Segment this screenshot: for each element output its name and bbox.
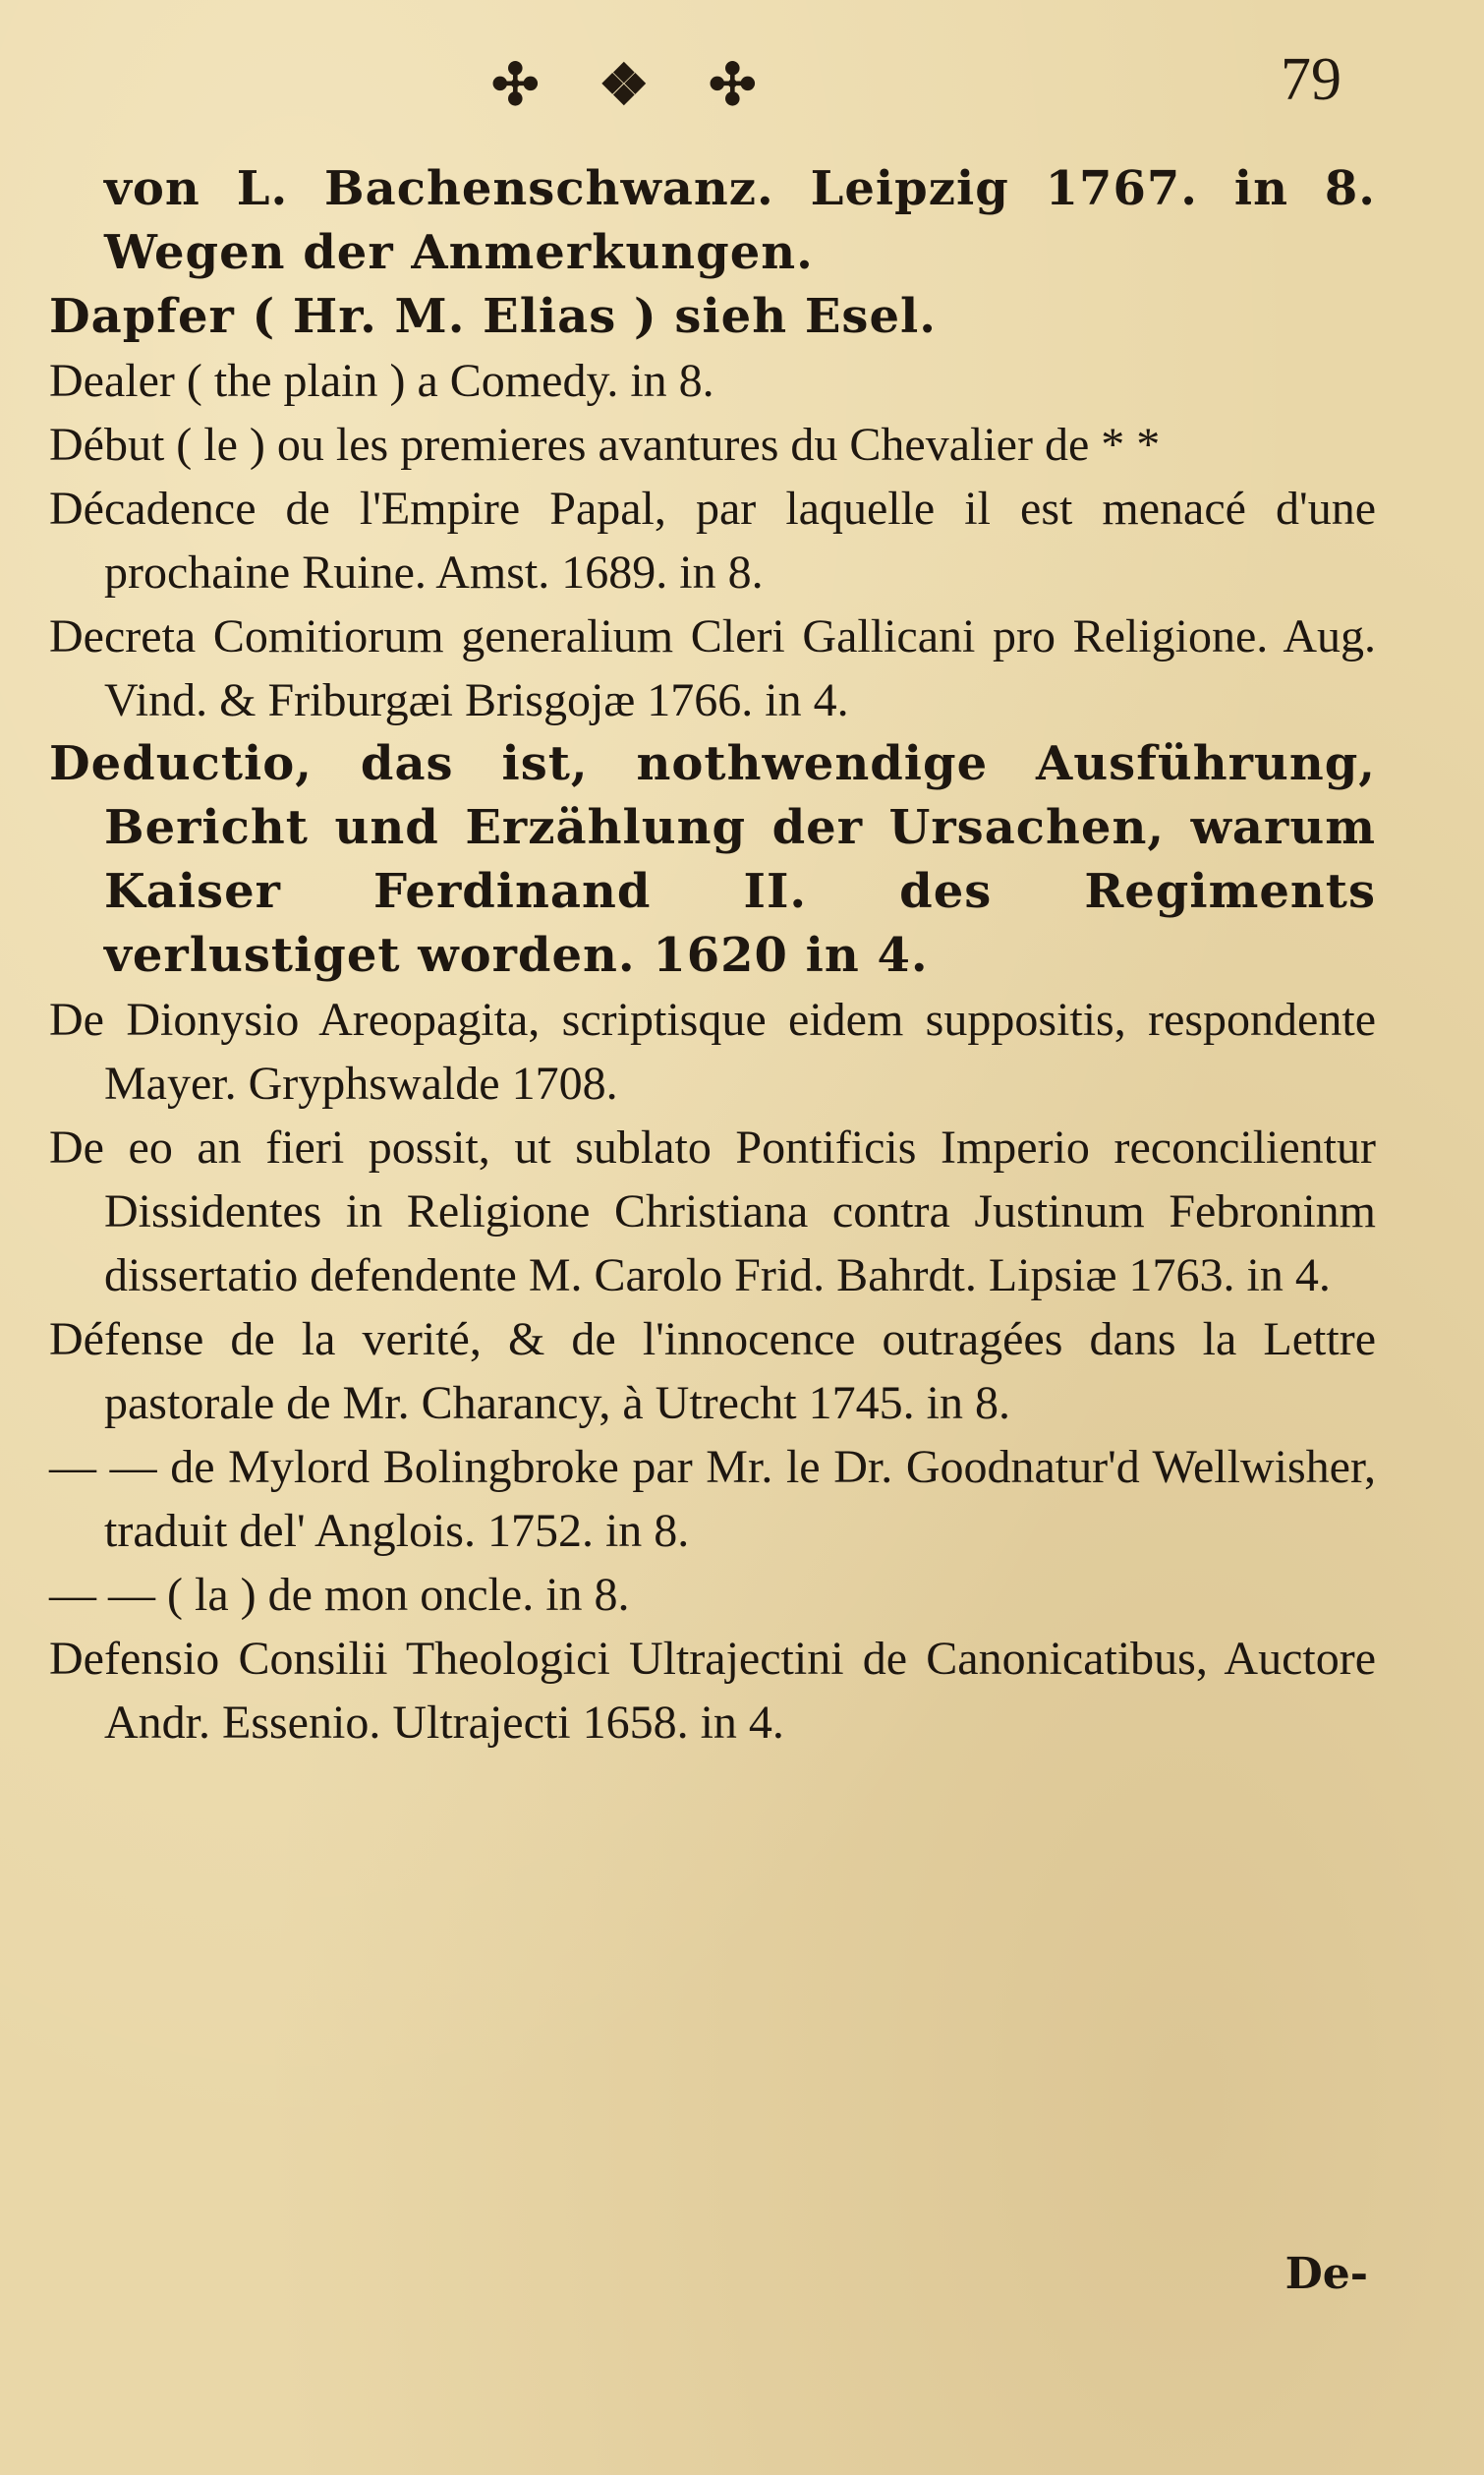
catalogue-entry: Dealer ( the plain ) a Comedy. in 8. <box>49 355 714 407</box>
catalogue-entry: Dapfer ( Hr. M. Elias ) sieh Esel. <box>49 289 937 344</box>
header-ornament: ✣ ❖ ✣ <box>491 51 776 118</box>
catalogue-entry: — — ( la ) de mon oncle. in 8. <box>49 1569 630 1621</box>
catalogue-entry: von L. Bachenschwanz. Leipzig 1767. in 8. Wegen der Anmerkungen. <box>104 161 1376 280</box>
catalogue-entry: Défense de la verité, & de l'innocence outragées dans la Lettre pastorale de Mr. Charancy, à Utrecht 1745. in 8. <box>49 1313 1376 1429</box>
page-header <box>0 39 1484 128</box>
catalogue-entry: Decreta Comitiorum generalium Cleri Gallicani pro Religione. Aug. Vind. & Friburgæi Brisgojæ 1766. in 4. <box>49 610 1376 726</box>
catalogue-entry: Décadence de l'Empire Papal, par laquelle il est menacé d'une prochaine Ruine. Amst. 1689. in 8. <box>49 483 1376 599</box>
catalogue-entry: Defensio Consilii Theologici Ultrajectini de Canonicatibus, Auctore Andr. Essenio. Ultrajecti 1658. in 4. <box>49 1633 1376 1749</box>
catalogue-entry: Deductio, das ist, nothwendige Ausführung, Bericht und Erzählung der Ursachen, warum Kaiser Ferdinand II. des Regiments verlustiget worden. 1620 in 4. <box>49 736 1376 983</box>
catalogue-entry: — — de Mylord Bolingbroke par Mr. le Dr. Goodnatur'd Wellwisher, traduit del' Anglois. 1752. in 8. <box>49 1441 1376 1557</box>
catalogue-entry: De eo an fieri possit, ut sublato Pontificis Imperio reconcilientur Dissidentes in Religione Christiana contra Justinum Febroninm dissertatio defendente M. Carolo Frid. Bahrdt. Lipsiæ 1763. in 4. <box>49 1122 1376 1301</box>
page-number: 79 <box>1281 46 1341 113</box>
catchword: De- <box>1284 2249 1368 2299</box>
catalogue-entry: Début ( le ) ou les premieres avantures du Chevalier de * * <box>49 419 1161 471</box>
catalogue-entries <box>49 157 1376 1755</box>
catalogue-entry: De Dionysio Areopagita, scriptisque eidem suppositis, respondente Mayer. Gryphswalde 1708. <box>49 994 1376 1110</box>
